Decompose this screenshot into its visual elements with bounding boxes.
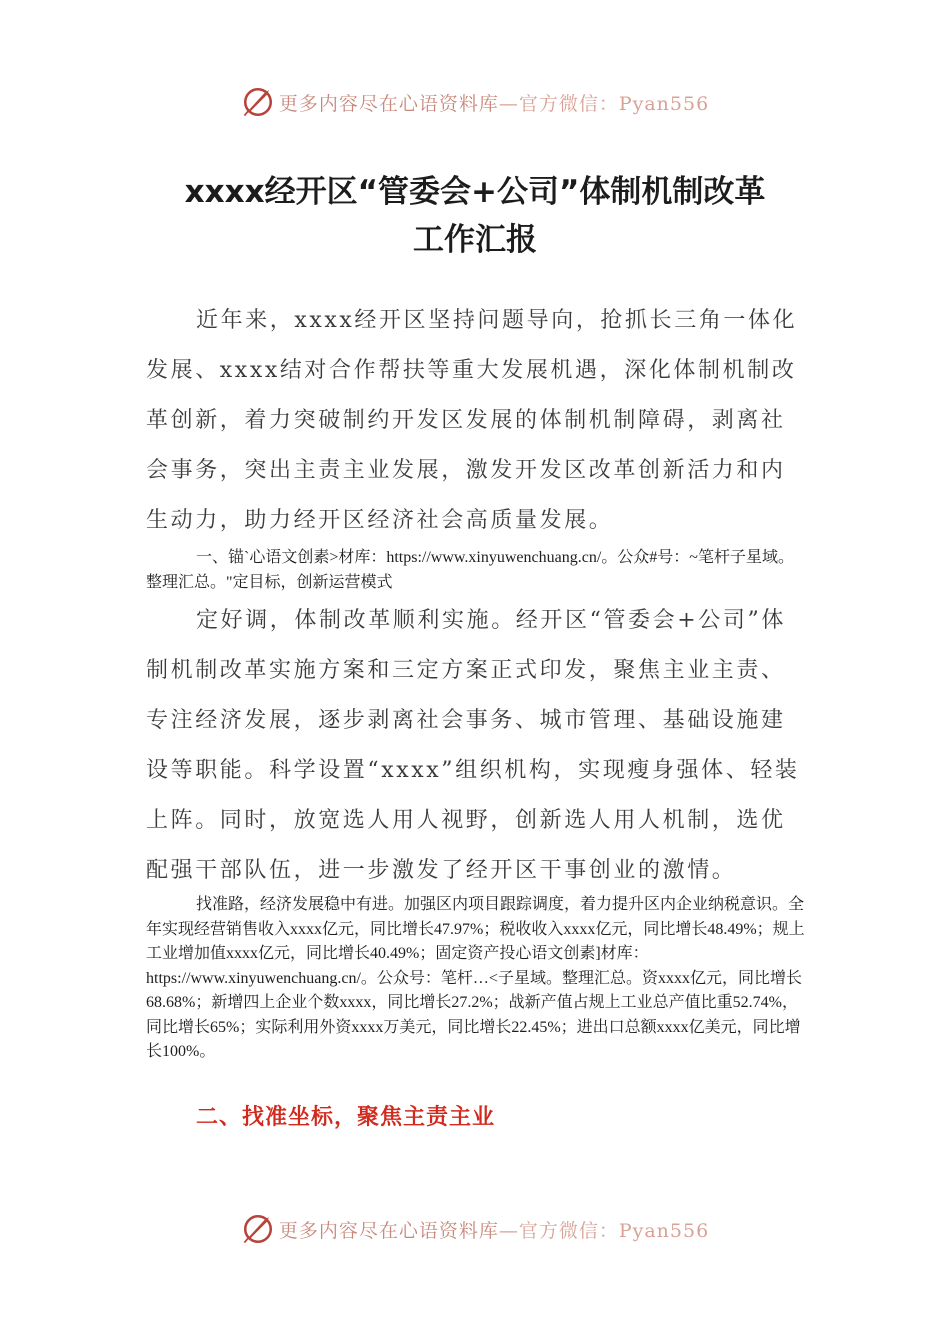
header-banner [0,82,950,122]
quill-pen-logo-icon [241,85,275,119]
paragraph-intro: 近年来，xxxx经开区坚持问题导向，抢抓长三角一体化发展、xxxx结对合作帮扶等重大发展机遇，深化体制机制改革创新，着力突破制约开发区发展的体制机制障碍，剥离社会事务，突出主责主业发展，激发开发区改革创新活力和内生动力，助力经开区经济社会高质量发展。 [146,308,798,533]
footer-banner-text [279,1216,709,1243]
header-banner-tail: —官方微信：Pyan556 [498,92,710,115]
footer-banner-tail: —官方微信：Pyan556 [498,1219,710,1242]
footer-banner [0,1209,950,1249]
title-line-1: xxxx经开区“管委会+公司”体制机制改革 [184,174,766,210]
section-two-heading: 二、找准坐标，聚焦主责主业 [196,1105,496,1130]
document-title [0,168,950,264]
quill-pen-logo-icon [241,1212,275,1246]
footer-banner-main: 更多内容尽在心语资料库 [278,1219,499,1242]
header-banner-text [279,89,709,116]
title-line-2: 工作汇报 [413,222,537,258]
paragraph-section-one-heading: 一、锚`心语文创素>材库：https://www.xinyuwenchuang.cn/。公众#号：~笔杆子星域。整理汇总。"定目标，创新运营模式 [146,549,794,591]
paragraph-economic-data: 找准路，经济发展稳中有进。加强区内项目跟踪调度，着力提升区内企业纳税意识。全年实现经营销售收入xxxx亿元，同比增长47.97%；税收收入xxxx亿元，同比增长48.49%；规上工业增加值xxxx亿元，同比增长40.49%；固定资产投心语文创素]材库：https://www.xinyuwenchuang.cn/。公众号：笔杆…<子星域。整理汇总。资xxxx亿元，同比增长68.68%；新增四上企业个数xxxx，同比增长27.2%；战新产值占规上工业总产值比重52.74%，同比增长65%；实际利用外资xxxx万美元，同比增长22.45%；进出口总额xxxx亿美元，同比增长100%。 [146,896,805,1060]
paragraph-structure-reform: 定好调，体制改革顺利实施。经开区“管委会+公司”体制机制改革实施方案和三定方案正式印发，聚焦主业主责、专注经济发展，逐步剥离社会事务、城市管理、基础设施建设等职能。科学设置“xxxx”组织机构，实现瘦身强体、轻装上阵。同时，放宽选人用人视野，创新选人用人机制，选优配强干部队伍，进一步激发了经开区干事创业的激情。 [146,608,800,883]
header-banner-main: 更多内容尽在心语资料库 [278,92,499,115]
